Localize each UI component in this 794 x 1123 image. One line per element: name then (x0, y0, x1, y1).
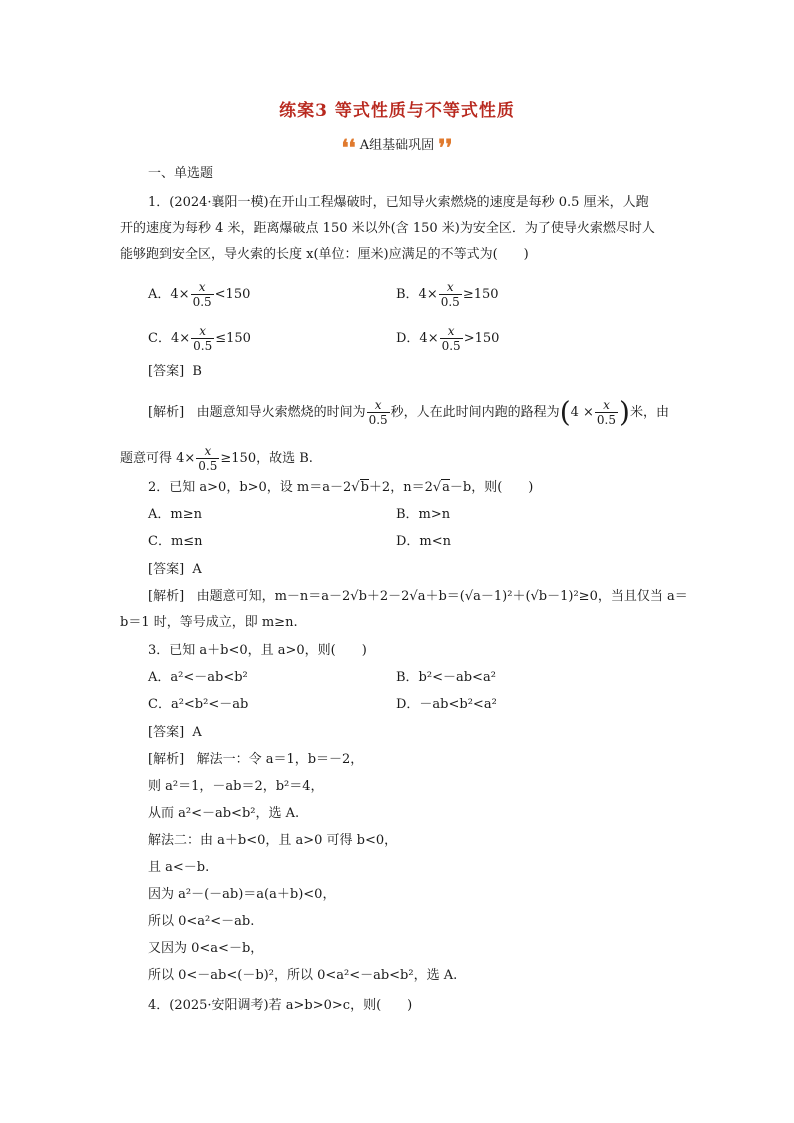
fraction: $\frac{x}{0.5}$ (193, 324, 213, 353)
q3-analysis-line9: 所以 0<－ab<(－b)²，所以 0<a²<－ab<b²，选 A. (148, 968, 458, 983)
answer-value: A (192, 725, 202, 740)
q1-option-c: C．4× $\frac{x}{0.5}$ ≤150 (148, 324, 251, 353)
section-heading: 一、单选题 (148, 166, 214, 181)
q3-option-c: C．a²<b²<－ab (148, 697, 249, 712)
quote-open-icon: ❛❛ (341, 135, 356, 161)
q3-analysis-line7: 所以 0<a²<－ab. (148, 914, 255, 929)
q1-stem-line2: 开的速度为每秒 4 米，距离爆破点 150 米以外(含 150 米)为安全区．为了使导火索燃尽时人 (120, 221, 655, 236)
q3-option-b: B．b²<－ab<a² (396, 670, 496, 685)
q2-option-c: C．m≤n (148, 534, 203, 549)
q3-analysis-line4: 解法二：由 a＋b<0，且 a>0 可得 b<0， (148, 833, 398, 848)
quote-close-icon: ❜❜ (438, 135, 453, 161)
q4-stem: 4．(2025·安阳调考)若 a>b>0>c，则( ) (148, 998, 413, 1013)
fraction: $\frac{x}{0.5}$ (440, 280, 460, 309)
q1-option-a: A．4× $\frac{x}{0.5}$ <150 (148, 280, 251, 309)
q2-answer (148, 560, 202, 580)
q1-analysis-line1: [解析] 由题意知导火索燃烧的时间为 $\frac{x}{0.5}$ 秒，人在此时间内跑的路程为(4 × $\frac{x}{0.5}$ )米，由 (148, 395, 669, 429)
group-label: A组基础巩固 (359, 138, 435, 153)
sqrt-sign: √ (351, 480, 360, 495)
q3-stem: 3．已知 a＋b<0，且 a>0，则( ) (148, 643, 367, 658)
q2-analysis-line2: b＝1 时，等号成立，即 m≥n. (120, 615, 298, 630)
q3-answer (148, 723, 202, 743)
answer-label: [答案] (148, 364, 185, 379)
q3-analysis-line2: 则 a²＝1，－ab＝2，b²＝4， (148, 779, 324, 794)
left-paren: ( (559, 395, 571, 429)
fraction: $\frac{x}{0.5}$ (192, 280, 212, 309)
group-banner (0, 134, 794, 159)
q3-option-d: D．－ab<b²<a² (396, 697, 497, 712)
q3-analysis-line5: 且 a<－b. (148, 860, 210, 875)
q1-stem-line3: 能够跑到安全区，导火索的长度 x(单位：厘米)应满足的不等式为( ) (120, 247, 529, 262)
analysis-label: [解析] (148, 752, 185, 767)
q1-answer (148, 362, 202, 382)
q3-analysis-line3: 从而 a²<－ab<b²，选 A. (148, 806, 300, 821)
analysis-label: [解析] (148, 589, 185, 604)
fraction: $\frac{x}{0.5}$ (596, 398, 617, 427)
page-title: 练案3 等式性质与不等式性质 (279, 101, 515, 121)
fraction: $\frac{x}{0.5}$ (441, 324, 461, 353)
q2-stem: 2．已知 a>0，b>0，设 m＝a－2√b＋2，n＝2√a－b，则( ) (148, 480, 534, 495)
q1-analysis-line2: 题意可得 4× $\frac{x}{0.5}$ ≥150，故选 B. (120, 444, 313, 473)
answer-value: A (192, 562, 202, 577)
q3-analysis-line1: [解析] 解法一：令 a＝1，b＝－2， (148, 752, 364, 767)
q3-analysis-line8: 又因为 0<a<－b， (148, 941, 264, 956)
q3-option-a: A．a²<－ab<b² (148, 670, 248, 685)
q2-analysis-line1: [解析] 由题意可知，m－n＝a－2√b＋2－2√a＋b＝(√a－1)²＋(√b－1)²≥0，当且仅当 a＝ (148, 589, 688, 604)
answer-label: [答案] (148, 725, 185, 740)
fraction: $\frac{x}{0.5}$ (198, 444, 218, 473)
q1-option-d: D．4× $\frac{x}{0.5}$ >150 (396, 324, 500, 353)
q3-analysis-line6: 因为 a²－(－ab)＝a(a＋b)<0， (148, 887, 336, 902)
sqrt-sign: √ (432, 480, 442, 495)
q2-option-a: A．m≥n (148, 507, 202, 522)
fraction: $\frac{x}{0.5}$ (368, 398, 388, 427)
q1-option-b: B．4× $\frac{x}{0.5}$ ≥150 (396, 280, 499, 309)
q2-option-b: B．m>n (396, 507, 451, 522)
analysis-label: [解析] (148, 405, 185, 420)
answer-value: B (192, 364, 202, 379)
right-paren: ) (619, 395, 630, 429)
answer-label: [答案] (148, 562, 185, 577)
q1-stem-line1: 1．(2024·襄阳一模)在开山工程爆破时，已知导火索燃烧的速度是每秒 0.5 厘米，人跑 (148, 195, 649, 210)
q2-option-d: D．m<n (396, 534, 452, 549)
